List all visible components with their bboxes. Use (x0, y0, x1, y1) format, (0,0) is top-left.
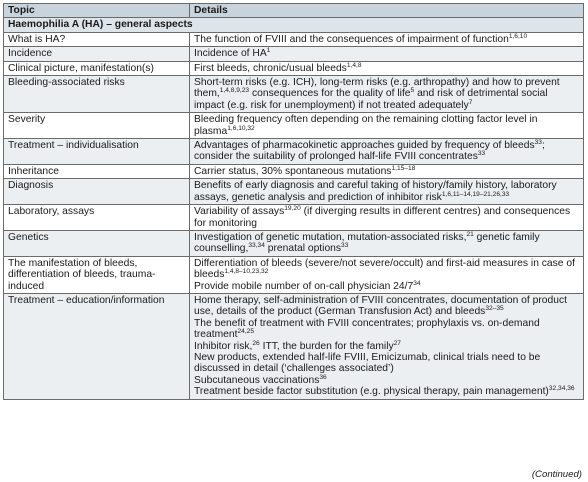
details-paragraph (194, 77, 579, 111)
section-row (4, 18, 584, 32)
reference-superscript: 26 (252, 339, 260, 347)
details-text: First bleeds, chronic/usual bleeds (194, 62, 347, 74)
details-paragraph (194, 140, 579, 163)
reference-superscript: 33 (341, 242, 349, 250)
topic-cell: Incidence (4, 47, 190, 61)
details-text: The function of FVIII and the consequences of impairment of function (194, 33, 509, 45)
table-row (4, 32, 584, 46)
reference-superscript: 1,6,11–14,19–21,26,33 (441, 190, 510, 198)
table-row (4, 230, 584, 256)
details-paragraph (194, 258, 579, 281)
table-row (4, 61, 584, 75)
details-text: Incidence of HA (194, 48, 267, 60)
table-row (4, 76, 584, 113)
details-text: Subcutaneous vaccinations (194, 374, 320, 386)
reference-superscript: 1,4,8,9,23 (219, 87, 250, 95)
details-text: ITT, the burden for the family (259, 340, 394, 352)
reference-superscript: 7 (468, 98, 473, 106)
reference-superscript: 24,25 (237, 328, 255, 336)
topic-cell: Genetics (4, 230, 190, 256)
details-cell (190, 205, 584, 231)
details-cell (190, 179, 584, 205)
details-paragraph (194, 232, 579, 255)
details-text: Carrier status, 30% spontaneous mutations (194, 165, 392, 177)
details-text: Provide mobile number of on-call physician 24/7 (194, 280, 414, 292)
table-row (4, 47, 584, 61)
details-paragraph (194, 281, 579, 292)
reference-superscript: 36 (319, 373, 327, 381)
details-paragraph (194, 206, 579, 229)
details-cell (190, 164, 584, 178)
topic-cell: Treatment – education/information (4, 293, 190, 399)
section-title: Haemophilia A (HA) – general aspects (4, 18, 584, 32)
topic-cell: Diagnosis (4, 179, 190, 205)
details-text: (if diverging results in different centres) and consequences for monitoring (194, 206, 571, 229)
topic-cell: Laboratory, assays (4, 205, 190, 231)
reference-superscript: 1,4,8–10,23,32 (224, 268, 269, 276)
details-text: Benefits of early diagnosis and careful taking of history/family history, laboratory assays, genetic analysis and prediction of inhibitor risk (194, 180, 557, 203)
topic-cell: What is HA? (4, 32, 190, 46)
table-row (4, 293, 584, 399)
reference-superscript: 1,4,8 (346, 61, 362, 69)
reference-superscript: 5 (410, 87, 415, 95)
details-paragraph (194, 180, 579, 203)
table-row (4, 164, 584, 178)
table-row (4, 113, 584, 139)
reference-superscript: 21 (466, 230, 474, 238)
details-text: and risk of detrimental social impact (e.g. risk for unemployment) if not treated adequately (194, 88, 548, 111)
table-row (4, 179, 584, 205)
details-text: The benefit of treatment with FVIII concentrates; prophylaxis vs. on-demand treatment (194, 317, 540, 341)
details-paragraph (194, 63, 579, 74)
details-cell (190, 113, 584, 139)
details-text: Bleeding frequency often depending on the remaining clotting factor level in plasma (194, 114, 538, 137)
reference-superscript: 1,6,10 (508, 32, 528, 40)
table-header-row (4, 4, 584, 18)
details-text: ; consider the suitability of prolonged half-life FVIII concentrates (194, 140, 545, 163)
continued-note: (Continued) (531, 469, 582, 480)
reference-superscript: 1 (266, 47, 271, 55)
details-paragraph (194, 318, 579, 341)
reference-superscript: 33 (477, 150, 486, 158)
details-text: genetic family counselling, (194, 231, 540, 255)
table-row (4, 256, 584, 293)
details-paragraph (194, 341, 579, 352)
details-cell (190, 61, 584, 75)
table-row (4, 205, 584, 231)
details-paragraph (194, 295, 579, 318)
topic-cell: Bleeding-associated risks (4, 76, 190, 113)
details-text: New products, extended half-life FVIII, Emicizumab, clinical trials need to be discussed in detail (‘challenges associated’) (194, 351, 541, 375)
topic-details-table-container (3, 3, 583, 400)
details-cell (190, 139, 584, 165)
reference-superscript: 1,6,10,32 (227, 124, 255, 132)
details-paragraph (194, 386, 579, 397)
details-cell (190, 32, 584, 46)
topic-cell: Inheritance (4, 164, 190, 178)
reference-superscript: 1,15–18 (391, 164, 416, 172)
details-text: Differentiation of bleeds (severe/not severe/occult) and first-aid measures in case of bleeds (194, 257, 575, 281)
details-paragraph (194, 34, 579, 45)
details-paragraph (194, 352, 579, 375)
column-header-topic: Topic (4, 4, 190, 18)
table-row (4, 139, 584, 165)
topic-cell: Treatment – individualisation (4, 139, 190, 165)
details-text: Treatment beside factor substitution (e.g. physical therapy, pain management) (194, 386, 549, 398)
table-body (4, 18, 584, 399)
details-paragraph (194, 166, 579, 177)
topic-details-table (3, 3, 584, 400)
details-text: prenatal options (264, 243, 342, 255)
details-text: Inhibitor risk, (194, 340, 253, 352)
details-text: Home therapy, self-administration of FVIII concentrates, documentation of product use, details of the product (German Transfusion Act) and bleeds (194, 294, 567, 318)
topic-cell: The manifestation of bleeds, differentiation of bleeds, trauma-induced (4, 256, 190, 293)
details-cell (190, 76, 584, 113)
details-paragraph (194, 48, 579, 59)
details-cell (190, 293, 584, 399)
details-text: Advantages of pharmacokinetic approaches guided by frequency of bleeds (194, 140, 535, 152)
topic-cell: Clinical picture, manifestation(s) (4, 61, 190, 75)
details-cell (190, 230, 584, 256)
details-paragraph (194, 114, 579, 137)
details-text: Variability of assays (194, 206, 285, 218)
details-text: consequences for the quality of life (249, 88, 411, 100)
details-text: Short-term risks (e.g. ICH), long-term risks (e.g. arthropathy) and how to prevent them, (194, 77, 560, 100)
details-cell (190, 47, 584, 61)
column-header-details: Details (190, 4, 584, 18)
reference-superscript: 32,34,36 (548, 385, 575, 393)
reference-superscript: 27 (393, 339, 401, 347)
reference-superscript: 33 (534, 139, 542, 147)
topic-cell: Severity (4, 113, 190, 139)
details-cell (190, 256, 584, 293)
reference-superscript: 33,34 (248, 242, 265, 250)
details-text: Investigation of genetic mutation, mutation-associated risks, (194, 231, 467, 243)
reference-superscript: 32–35 (485, 305, 504, 313)
reference-superscript: 19,20 (284, 205, 301, 213)
details-paragraph (194, 375, 579, 386)
reference-superscript: 34 (413, 279, 421, 287)
